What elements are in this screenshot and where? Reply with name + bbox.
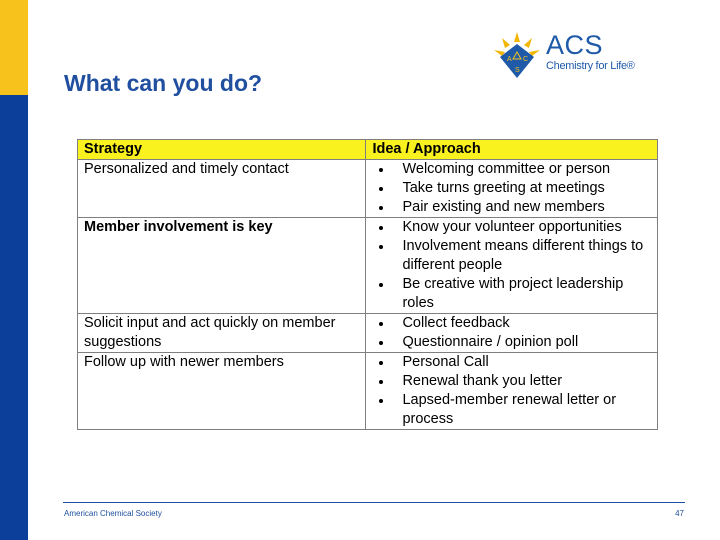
ideas-list bbox=[372, 353, 651, 429]
logo-wordmark: ACS bbox=[546, 30, 604, 60]
svg-text:S: S bbox=[515, 67, 520, 74]
idea-item: Questionnaire / opinion poll bbox=[372, 333, 651, 352]
page-number: 47 bbox=[675, 509, 684, 518]
strategy-cell: Solicit input and act quickly on member suggestions bbox=[78, 314, 366, 353]
header-idea-approach: Idea / Approach bbox=[366, 140, 658, 160]
ideas-list bbox=[372, 160, 651, 217]
strategy-table bbox=[77, 139, 658, 430]
ideas-list bbox=[372, 314, 651, 352]
idea-item: Take turns greeting at meetings bbox=[372, 179, 651, 198]
idea-item: Be creative with project leadership roles bbox=[372, 275, 651, 313]
idea-item: Know your volunteer opportunities bbox=[372, 218, 651, 237]
strategy-cell: Member involvement is key bbox=[78, 218, 366, 314]
ideas-cell bbox=[366, 160, 658, 218]
footer-divider bbox=[63, 502, 685, 503]
table-row bbox=[78, 353, 658, 430]
side-bar-yellow bbox=[0, 0, 28, 95]
svg-text:C: C bbox=[523, 56, 529, 63]
footer-organization: American Chemical Society bbox=[64, 509, 162, 518]
strategy-cell: Personalized and timely contact bbox=[78, 160, 366, 218]
header-strategy: Strategy bbox=[78, 140, 366, 160]
side-bar-blue bbox=[0, 95, 28, 540]
table-row bbox=[78, 160, 658, 218]
idea-item: Renewal thank you letter bbox=[372, 372, 651, 391]
acs-logo bbox=[490, 30, 650, 80]
ideas-list bbox=[372, 218, 651, 313]
idea-item: Pair existing and new members bbox=[372, 198, 651, 217]
strategy-cell: Follow up with newer members bbox=[78, 353, 366, 430]
table-row bbox=[78, 218, 658, 314]
idea-item: Collect feedback bbox=[372, 314, 651, 333]
ideas-cell bbox=[366, 353, 658, 430]
ideas-cell bbox=[366, 218, 658, 314]
idea-item: Welcoming committee or person bbox=[372, 160, 651, 179]
table-row bbox=[78, 314, 658, 353]
table-header-row bbox=[78, 140, 658, 160]
logo-tagline: Chemistry for Life® bbox=[546, 60, 635, 72]
acs-emblem-icon bbox=[490, 30, 544, 80]
slide-title: What can you do? bbox=[64, 70, 263, 96]
idea-item: Involvement means different things to different people bbox=[372, 237, 651, 275]
svg-text:A: A bbox=[507, 56, 512, 63]
ideas-cell bbox=[366, 314, 658, 353]
idea-item: Personal Call bbox=[372, 353, 651, 372]
idea-item: Lapsed-member renewal letter or process bbox=[372, 391, 651, 429]
